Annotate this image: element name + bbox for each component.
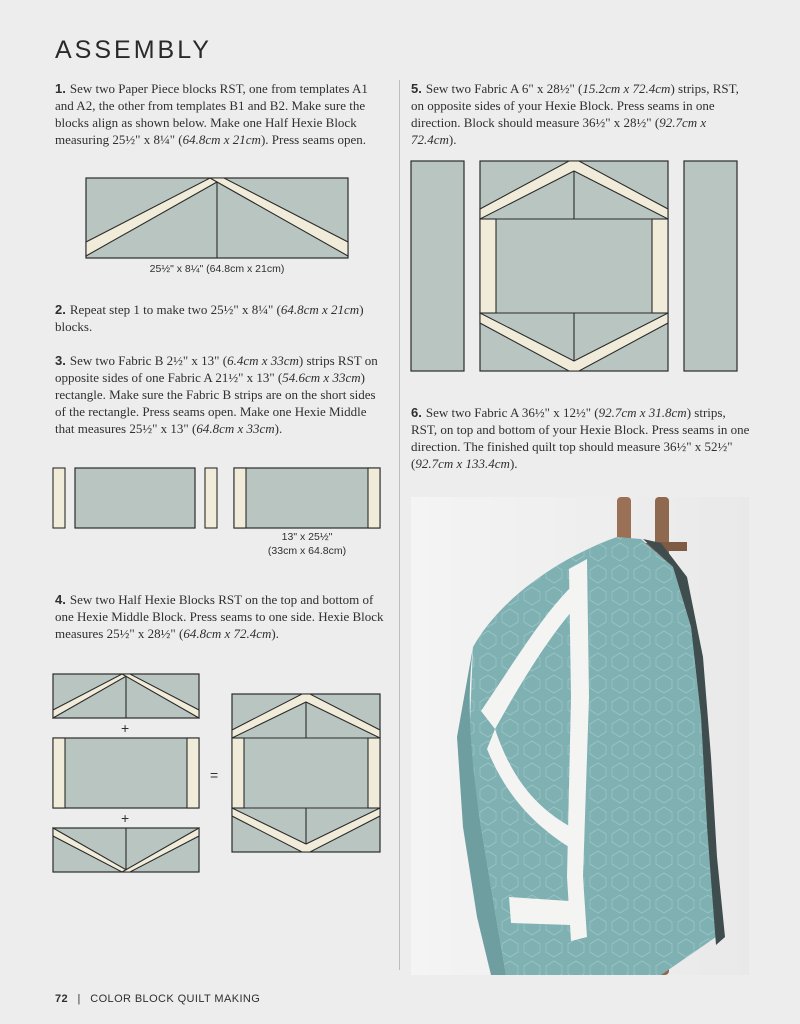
half-hexie-top-diagram bbox=[53, 674, 199, 718]
page-heading: ASSEMBLY bbox=[55, 36, 212, 64]
half-hexie-diagram bbox=[86, 178, 348, 258]
plus-symbol-1: + bbox=[121, 720, 130, 736]
hexie-middle-diagram bbox=[53, 738, 199, 808]
hexie-middle-parts-diagram bbox=[53, 468, 380, 528]
plus-symbol-2: + bbox=[121, 810, 130, 826]
hexie-block-with-side-strips-diagram bbox=[411, 161, 737, 371]
step-6: 6. Sew two Fabric A 36½" x 12½" (92.7cm x 31.8cm) strips, RST, on top and bottom of your Hexie Block. Press seams in one direction. The finished quilt top should measure 36½" x 52½" (92.7cm x 133.4cm). bbox=[411, 405, 750, 471]
step-4: 4. Sew two Half Hexie Blocks RST on the top and bottom of one Hexie Middle Block. Press seams to one side. Hexie Block measures 25½" x 28½" (64.8cm x 72.4cm). bbox=[55, 592, 384, 641]
half-hexie-bottom-diagram bbox=[53, 828, 199, 872]
page-footer bbox=[55, 993, 260, 1005]
step-2: 2. Repeat step 1 to make two 25½" x 8¼" (64.8cm x 21cm) blocks. bbox=[55, 302, 364, 334]
hexie-block-diagram bbox=[232, 694, 380, 852]
column-divider bbox=[399, 80, 400, 970]
page-number: 72 bbox=[55, 993, 69, 1005]
book-title: COLOR BLOCK QUILT MAKING bbox=[90, 993, 261, 1005]
middle-caption: 13" x 25½" (33cm x 64.8cm) bbox=[267, 531, 347, 557]
equals-symbol: = bbox=[210, 767, 219, 783]
step-1: 1. Sew two Paper Piece blocks RST, one from templates A1 and A2, the other from templates B1 and B2. Make sure the blocks align as shown below. Make one Half Hexie Block measuring 25½" x 8¼" (64.8cm x 21cm). Press seams open. bbox=[55, 81, 368, 147]
half-hexie-caption: 25½" x 8¼" (64.8cm x 21cm) bbox=[149, 263, 285, 275]
step-3: 3. Sew two Fabric B 2½" x 13" (6.4cm x 33cm) strips RST on opposite sides of one Fabric A 21½" x 13" (54.6cm x 33cm) rectangle. Make sure the Fabric B strips are on the short sides of the rectangle. Press seams open. Make one Hexie Middle that measures 25½" x 13" (64.8cm x 33cm). bbox=[55, 353, 378, 436]
footer-separator: | bbox=[77, 993, 81, 1005]
step-5: 5. Sew two Fabric A 6" x 28½" (15.2cm x 72.4cm) strips, RST, on opposite sides of your Hexie Block. Press seams in one direction. Block should measure 36½" x 28½" (92.7cm x 72.4cm). bbox=[411, 81, 739, 147]
finished-quilt-photo bbox=[411, 497, 749, 975]
